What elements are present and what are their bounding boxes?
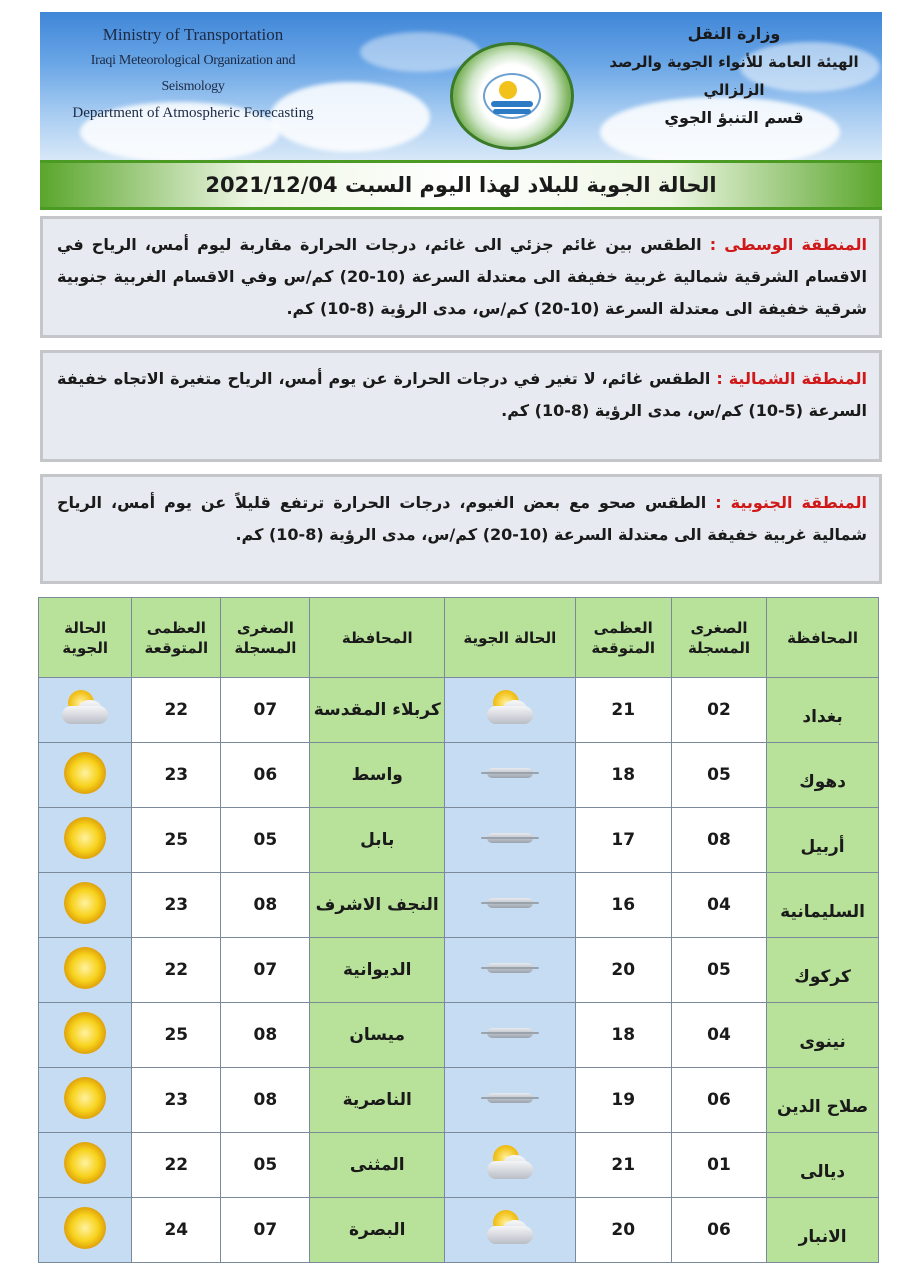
ministry-en-line3: Department of Atmospheric Forecasting	[72, 105, 314, 121]
min-temp-cell: 01	[671, 1133, 766, 1198]
ministry-arabic	[604, 20, 864, 132]
table-row	[39, 873, 879, 938]
governorate-name-2: المثنى	[349, 1155, 405, 1175]
header-governorate-2: المحافظة	[310, 598, 445, 678]
max-temp-cell: 20	[575, 1198, 671, 1263]
min-temp-cell: 06	[671, 1198, 766, 1263]
weather-state-cell-2	[39, 1068, 132, 1133]
weather-state-cell	[445, 873, 576, 938]
region-north	[40, 350, 882, 462]
partly-cloudy-icon	[483, 688, 537, 728]
max-temp-cell-2: 24	[132, 1198, 221, 1263]
page-title: الحالة الجوية للبلاد لهذا اليوم السبت 2021/12/04	[205, 173, 717, 197]
ministry-ar-line1: وزارة النقل	[687, 24, 781, 43]
max-temp-cell-2: 23	[132, 743, 221, 808]
governorate-name: بغداد	[802, 707, 843, 727]
region-central-text: الطقس بين غائم جزئي الى غائم، درجات الحرارة مقاربة ليوم أمس، الرياح في الاقسام الشرقية شمالية غربية خفيفة الى معتدلة السرعة (10-20) كم/س وفي الاقسام الغربية جنوبية شرقية خفيفة الى معتدلة السرعة (10-20) كم/س، مدى الرؤية (8-10) كم.	[57, 235, 867, 318]
weather-state-cell	[445, 1003, 576, 1068]
fog-icon	[481, 896, 539, 910]
ministry-en-line2: Iraqi Meteorological Organization and Seismology	[90, 53, 296, 94]
governorate-name-2: ميسان	[349, 1025, 406, 1045]
sun-icon	[64, 1142, 106, 1184]
min-temp-cell-2: 05	[221, 1133, 310, 1198]
min-temp-cell-2: 08	[221, 1068, 310, 1133]
min-temp-cell: 05	[671, 743, 766, 808]
governorate-name-2: واسط	[351, 765, 403, 785]
table-row	[39, 1068, 879, 1133]
organization-logo-icon	[450, 42, 574, 150]
governorate-name-2: الناصرية	[342, 1090, 412, 1110]
region-south-text: الطقس صحو مع بعض الغيوم، درجات الحرارة ترتفع قليلاً عن يوم أمس، الرياح شمالية غربية خفيفة الى معتدلة السرعة (10-20) كم/س، مدى الرؤية (8-10) كم.	[57, 493, 867, 544]
sun-icon	[64, 752, 106, 794]
region-south-name: المنطقة الجنوبية :	[715, 493, 868, 512]
governorate-cell	[767, 938, 879, 1003]
governorate-name: نينوى	[799, 1032, 846, 1052]
governorate-cell-2	[310, 808, 445, 873]
header-banner	[40, 12, 882, 160]
governorate-cell-2	[310, 1003, 445, 1068]
ministry-ar-line2: الهيئة العامة للأنواء الجوية والرصد الزلزالي	[609, 53, 859, 99]
weather-state-cell-2	[39, 1133, 132, 1198]
min-temp-cell: 04	[671, 1003, 766, 1068]
governorate-name: الانبار	[798, 1227, 847, 1247]
governorate-cell	[767, 873, 879, 938]
fog-icon	[481, 961, 539, 975]
governorate-cell	[767, 808, 879, 873]
weather-state-cell-2	[39, 1003, 132, 1068]
governorate-cell	[767, 743, 879, 808]
min-temp-cell: 05	[671, 938, 766, 1003]
max-temp-cell-2: 25	[132, 1003, 221, 1068]
header-max-2: العظمى المتوقعة	[132, 598, 221, 678]
min-temp-cell: 06	[671, 1068, 766, 1133]
max-temp-cell: 17	[575, 808, 671, 873]
header-state: الحالة الجوية	[445, 598, 576, 678]
weather-state-cell-2	[39, 873, 132, 938]
ministry-ar-line3: قسم التنبؤ الجوي	[664, 108, 804, 127]
min-temp-cell-2: 08	[221, 873, 310, 938]
governorate-cell	[767, 1003, 879, 1068]
governorate-name-2: الديوانية	[342, 960, 412, 980]
max-temp-cell: 18	[575, 1003, 671, 1068]
max-temp-cell: 21	[575, 678, 671, 743]
max-temp-cell: 16	[575, 873, 671, 938]
weather-state-cell	[445, 938, 576, 1003]
max-temp-cell-2: 22	[132, 1133, 221, 1198]
sun-icon	[64, 817, 106, 859]
partly-cloudy-icon	[58, 688, 112, 728]
partly-cloudy-icon	[483, 1208, 537, 1248]
region-north-name: المنطقة الشمالية :	[716, 369, 867, 388]
min-temp-cell-2: 08	[221, 1003, 310, 1068]
fog-icon	[481, 1091, 539, 1105]
max-temp-cell-2: 22	[132, 678, 221, 743]
header-min-2: الصغرى المسجلة	[221, 598, 310, 678]
sun-icon	[64, 1012, 106, 1054]
fog-icon	[481, 766, 539, 780]
fog-icon	[481, 1026, 539, 1040]
sun-icon	[64, 882, 106, 924]
weather-state-cell-2	[39, 808, 132, 873]
weather-state-cell	[445, 743, 576, 808]
max-temp-cell: 20	[575, 938, 671, 1003]
sun-icon	[64, 1077, 106, 1119]
header-state-2: الحالة الجوية	[39, 598, 132, 678]
header-min: الصغرى المسجلة	[671, 598, 766, 678]
table-row	[39, 1003, 879, 1068]
table-header-row	[39, 598, 879, 678]
min-temp-cell-2: 07	[221, 1198, 310, 1263]
min-temp-cell-2: 05	[221, 808, 310, 873]
max-temp-cell: 21	[575, 1133, 671, 1198]
max-temp-cell-2: 23	[132, 1068, 221, 1133]
table-row	[39, 1133, 879, 1198]
governorate-name: صلاح الدين	[776, 1097, 869, 1117]
max-temp-cell: 19	[575, 1068, 671, 1133]
max-temp-cell-2: 23	[132, 873, 221, 938]
table-row	[39, 1198, 879, 1263]
sun-icon	[64, 947, 106, 989]
governorate-cell-2	[310, 1198, 445, 1263]
governorate-name: أربيل	[800, 837, 845, 857]
governorate-cell-2	[310, 873, 445, 938]
ministry-en-line1: Ministry of Transportation	[102, 25, 284, 44]
governorate-name: ديالى	[800, 1162, 846, 1182]
header-governorate: المحافظة	[767, 598, 879, 678]
governorate-cell-2	[310, 938, 445, 1003]
governorate-name: السليمانية	[780, 902, 865, 922]
governorate-cell-2	[310, 1068, 445, 1133]
governorate-name: كركوك	[794, 967, 851, 987]
governorate-name: دهوك	[799, 772, 846, 792]
title-bar	[40, 160, 882, 210]
weather-state-cell	[445, 678, 576, 743]
sun-icon	[64, 1207, 106, 1249]
governorate-name-2: كربلاء المقدسة	[313, 700, 441, 720]
min-temp-cell: 04	[671, 873, 766, 938]
governorate-name-2: النجف الاشرف	[315, 895, 439, 915]
min-temp-cell-2: 06	[221, 743, 310, 808]
governorate-cell-2	[310, 743, 445, 808]
weather-state-cell-2	[39, 1198, 132, 1263]
weather-state-cell-2	[39, 743, 132, 808]
weather-state-cell-2	[39, 938, 132, 1003]
ministry-english	[58, 22, 328, 126]
weather-state-cell	[445, 1068, 576, 1133]
weather-state-cell	[445, 1133, 576, 1198]
governorate-name-2: بابل	[360, 830, 395, 850]
partly-cloudy-icon	[483, 1143, 537, 1183]
min-temp-cell-2: 07	[221, 678, 310, 743]
min-temp-cell: 08	[671, 808, 766, 873]
table-row	[39, 808, 879, 873]
max-temp-cell-2: 25	[132, 808, 221, 873]
governorate-cell	[767, 1133, 879, 1198]
table-row	[39, 938, 879, 1003]
governorate-cell-2	[310, 1133, 445, 1198]
table-row	[39, 678, 879, 743]
weather-state-cell	[445, 1198, 576, 1263]
region-south	[40, 474, 882, 584]
weather-state-cell	[445, 808, 576, 873]
region-central-name: المنطقة الوسطى :	[709, 235, 868, 254]
header-max: العظمى المتوقعة	[575, 598, 671, 678]
max-temp-cell: 18	[575, 743, 671, 808]
min-temp-cell-2: 07	[221, 938, 310, 1003]
governorate-cell	[767, 1068, 879, 1133]
table-row	[39, 743, 879, 808]
governorate-name-2: البصرة	[348, 1220, 406, 1240]
region-central	[40, 216, 882, 338]
max-temp-cell-2: 22	[132, 938, 221, 1003]
forecast-table	[38, 597, 879, 1263]
weather-state-cell-2	[39, 678, 132, 743]
region-north-text: الطقس غائم، لا تغير في درجات الحرارة عن يوم أمس، الرياح متغيرة الاتجاه خفيفة السرعة (5-10) كم/س، مدى الرؤية (8-10) كم.	[57, 369, 867, 420]
governorate-cell-2	[310, 678, 445, 743]
fog-icon	[481, 831, 539, 845]
min-temp-cell: 02	[671, 678, 766, 743]
governorate-cell	[767, 678, 879, 743]
governorate-cell	[767, 1198, 879, 1263]
